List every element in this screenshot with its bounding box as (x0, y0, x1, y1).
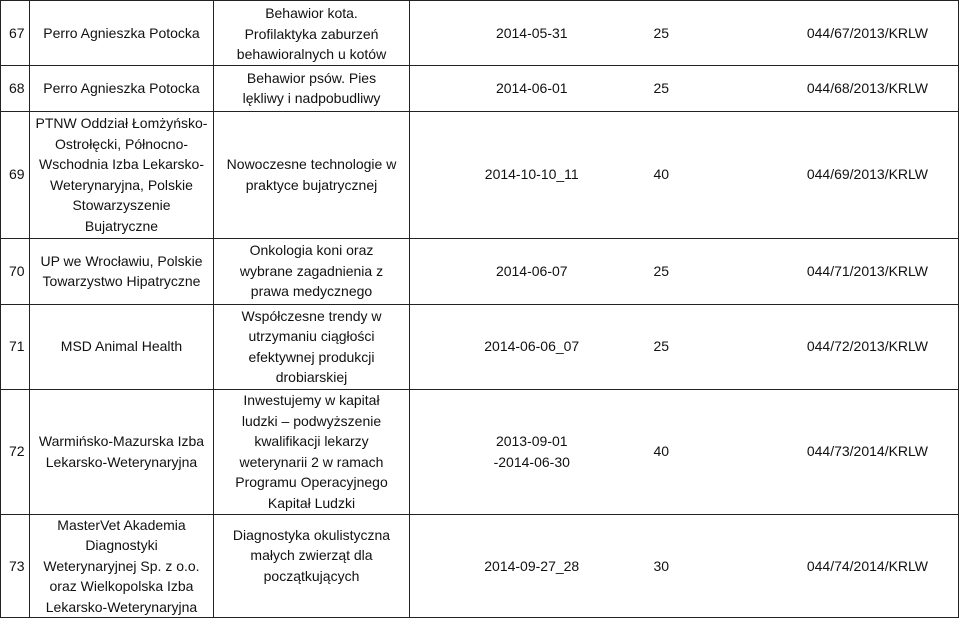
code-cell: 044/67/2013/KRLW (734, 1, 959, 66)
table-row (1, 65, 959, 111)
organizer-cell (30, 514, 214, 618)
title-line: Programu Operacyjnego (235, 474, 388, 490)
title-line: Onkologia koni oraz (249, 242, 374, 259)
title-line: Diagnostyka okulistyczna (232, 526, 391, 543)
organizer-line: Perro Agnieszka Potocka (43, 79, 200, 96)
organizer-line: Weterynaryjna, Polskie (50, 176, 193, 193)
code-cell: 044/74/2014/KRLW (734, 514, 959, 618)
title-line: Nowoczesne technologie w (226, 156, 397, 172)
title-line: prawa medycznego (250, 283, 373, 300)
title-line: Współczesne trendy w (241, 307, 382, 324)
row-number: 67 (1, 1, 30, 66)
organizer-line: Lekarsko-Weterynaryjna (45, 598, 198, 615)
date-line: -2014-06-30 (493, 453, 570, 470)
organizer-line: Towarzystwo Hipatryczne (42, 273, 201, 289)
points-cell: 25 (654, 304, 734, 389)
title-line: Inwestujemy w kapitał (243, 392, 380, 408)
organizer-line: PTNW Oddział Łomżyńsko- (35, 115, 208, 131)
row-number: 70 (1, 238, 30, 304)
title-line: wybrane zagadnienia z (239, 262, 384, 279)
organizer-cell (30, 304, 214, 389)
date-line: 2013-09-01 (495, 433, 568, 449)
organizer-line: Weterynaryjnej Sp. z o.o. (43, 557, 200, 574)
title-line: behawioralnych u kotów (236, 46, 387, 62)
table-row (1, 238, 959, 304)
title-line: utrzymaniu ciągłości (248, 328, 375, 344)
organizer-cell (30, 238, 214, 304)
course-title-cell (214, 389, 410, 514)
title-line: kwalifikacji lekarzy (254, 433, 369, 449)
code-cell: 044/72/2013/KRLW (734, 304, 959, 389)
date-cell: 2014-06-06_07 (410, 304, 654, 389)
row-number: 71 (1, 304, 30, 389)
row-number: 69 (1, 111, 30, 238)
organizer-line: oraz Wielkopolska Izba (49, 578, 194, 594)
organizer-cell (30, 389, 214, 514)
points-cell: 40 (654, 111, 734, 238)
date-cell: 2014-06-07 (410, 238, 654, 304)
title-line: efektywnej produkcji (248, 348, 375, 365)
points-cell: 25 (654, 238, 734, 304)
date-cell: 2014-10-10_11 (410, 111, 654, 238)
points-cell: 25 (654, 1, 734, 66)
row-number: 72 (1, 389, 30, 514)
organizer-line: Diagnostyki (85, 537, 158, 553)
organizer-line: Lekarsko-Weterynaryjna (45, 453, 198, 470)
course-title-cell (214, 238, 410, 304)
points-cell: 25 (654, 65, 734, 111)
title-line: drobiarskiej (275, 369, 348, 385)
organizer-line: MasterVet Akademia (57, 516, 186, 533)
title-line: lękliwy i nadpobudliwy (242, 90, 381, 106)
code-cell: 044/68/2013/KRLW (734, 65, 959, 111)
organizer-line: Stowarzyszenie (72, 197, 171, 213)
course-title-cell (214, 65, 410, 111)
table-row (1, 389, 959, 514)
organizer-line: Wschodnia Izba Lekarsko- (39, 156, 204, 172)
title-line: małych zwierząt dla (250, 547, 373, 563)
title-line: początkujących (263, 567, 360, 584)
course-title-cell (214, 1, 410, 66)
row-number: 68 (1, 65, 30, 111)
title-line: Behawior psów. Pies (246, 69, 377, 86)
organizer-line: Warmińsko-Mazurska Izba (38, 433, 205, 449)
title-line: Kapitał Ludzki (267, 494, 356, 511)
code-cell: 044/71/2013/KRLW (734, 238, 959, 304)
organizer-line: Bujatryczne (84, 217, 159, 234)
organizer-line: MSD Animal Health (60, 338, 183, 355)
organizer-cell (30, 65, 214, 111)
date-cell: 2014-05-31 (410, 1, 654, 66)
title-line: ludzki – podwyższenie (241, 412, 382, 429)
date-cell: 2014-06-01 (410, 65, 654, 111)
table-row (1, 514, 959, 618)
organizer-cell (30, 1, 214, 66)
title-line: Profilaktyka zaburzeń (244, 25, 379, 42)
code-cell: 044/69/2013/KRLW (734, 111, 959, 238)
table-row (1, 1, 959, 66)
organizer-cell (30, 111, 214, 238)
date-cell: 2014-09-27_28 (410, 514, 654, 618)
points-cell: 40 (654, 389, 734, 514)
title-line: Behawior kota. (265, 5, 358, 21)
title-line: praktyce bujatrycznej (245, 176, 378, 193)
course-title-cell (214, 514, 410, 618)
row-number: 73 (1, 514, 30, 618)
table-row (1, 304, 959, 389)
organizer-line: Perro Agnieszka Potocka (43, 24, 200, 41)
points-cell: 30 (654, 514, 734, 618)
organizer-line: Ostrołęcki, Północno- (54, 135, 189, 152)
course-title-cell (214, 111, 410, 238)
title-line: weterynarii 2 w ramach (239, 453, 384, 470)
table-row (1, 111, 959, 238)
course-title-cell (214, 304, 410, 389)
date-cell (410, 389, 654, 514)
organizer-line: UP we Wrocławiu, Polskie (40, 252, 203, 269)
code-cell: 044/73/2014/KRLW (734, 389, 959, 514)
